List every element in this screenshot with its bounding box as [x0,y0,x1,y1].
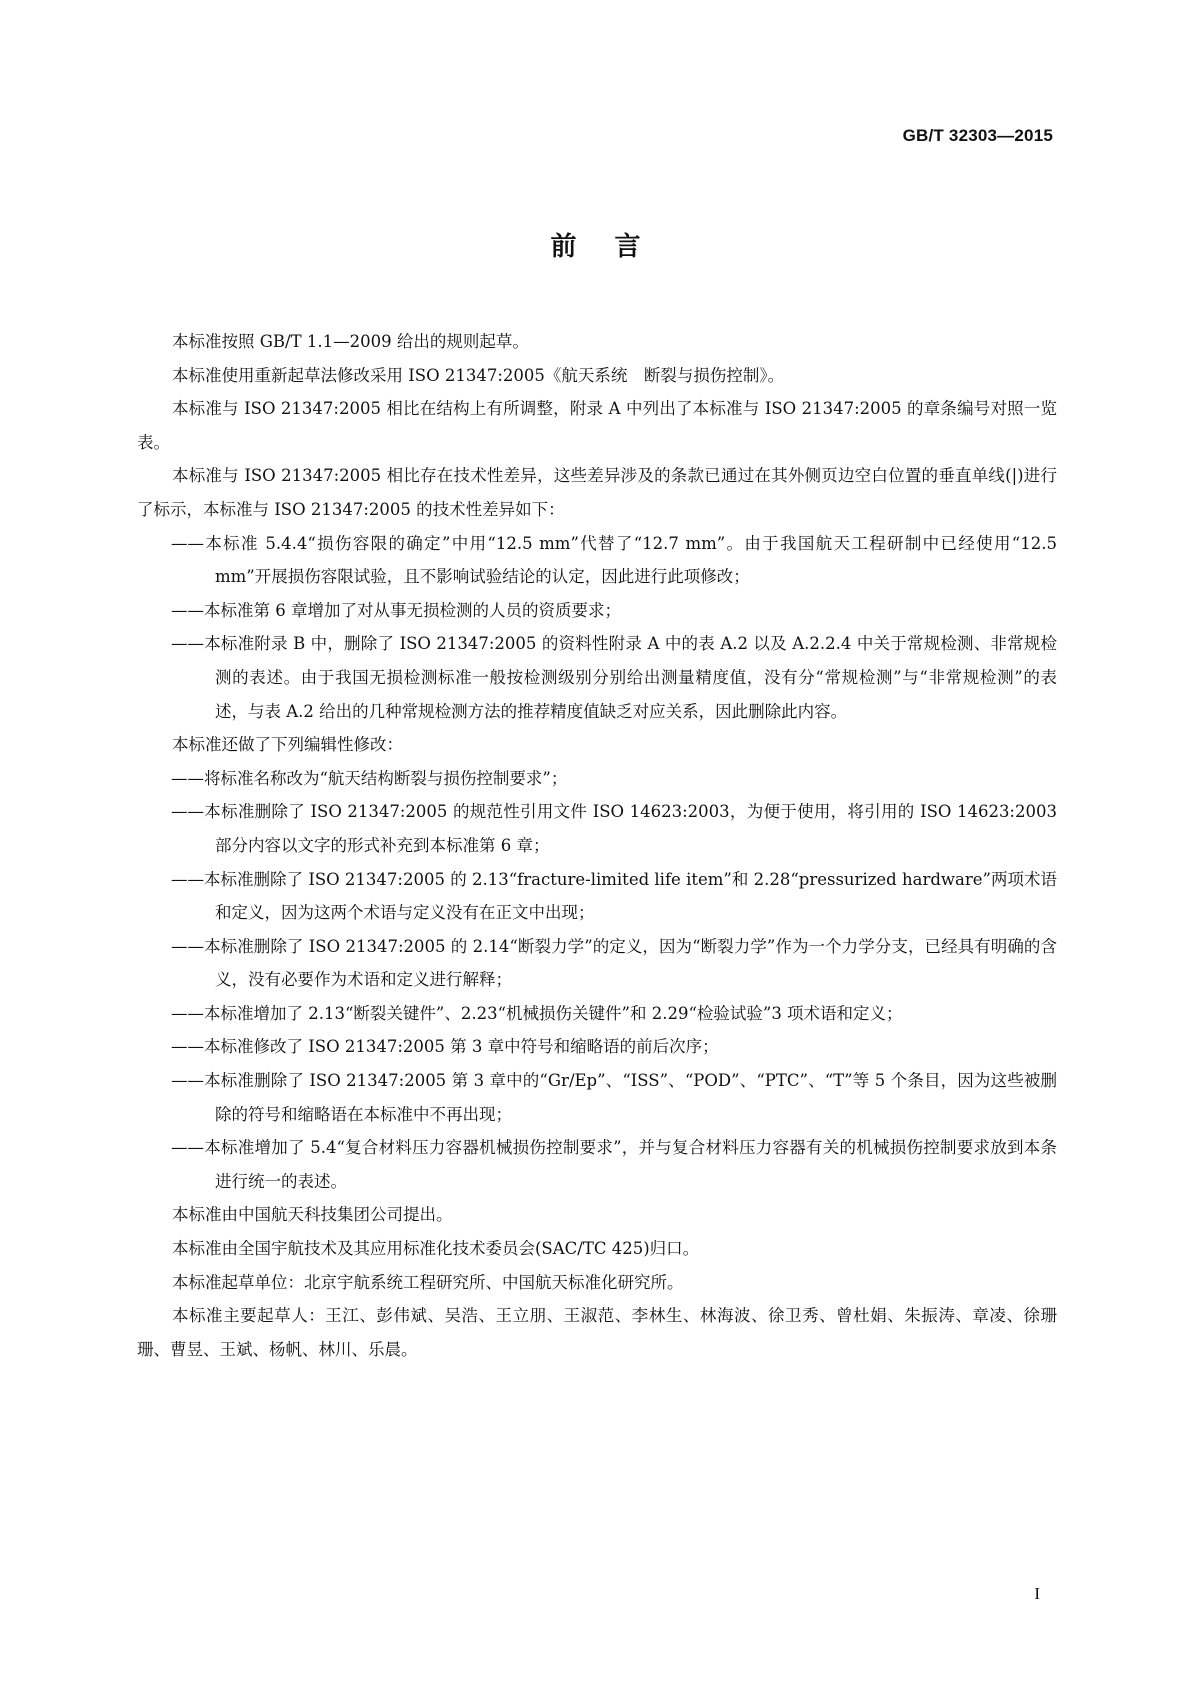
paragraph-centralized-by: 本标准由全国宇航技术及其应用标准化技术委员会(SAC/TC 425)归口。 [172,1239,700,1259]
list-item: ——将标准名称改为“航天结构断裂与损伤控制要求”； [171,768,568,788]
paragraph-drafting-rules: 本标准按照 GB/T 1.1—2009 给出的规则起草。 [172,332,529,351]
standard-number: GB/T 32303—2015 [902,126,1053,145]
foreword-body [137,325,1057,1366]
list-item: ——本标准删除了 ISO 21347:2005 的 2.14“断裂力学”的定义，因为“断裂力学”作为一个力学分支，已经具有明确的含义，没有必要作为术语和定义进行解释； [171,936,1057,990]
paragraph-drafters: 本标准主要起草人：王江、彭伟斌、吴浩、王立朋、王淑范、李林生、林海波、徐卫秀、曾杜娟、朱振涛、章凌、徐珊珊、曹昱、王斌、杨帆、林川、乐晨。 [137,1306,1057,1359]
list-item: ——本标准增加了 2.13“断裂关键件”、2.23“机械损伤关键件”和 2.29“检验试验”3 项术语和定义； [171,1003,903,1023]
paragraph-technical-differences: 本标准与 ISO 21347:2005 相比存在技术性差异，这些差异涉及的条款已通过在其外侧页边空白位置的垂直单线(|)进行了标示，本标准与 ISO 21347:2005 的技术性差异如下： [137,466,1057,519]
list-item: ——本标准第 6 章增加了对从事无损检测的人员的资质要求； [171,600,621,620]
list-item: ——本标准附录 B 中，删除了 ISO 21347:2005 的资料性附录 A 中的表 A.2 以及 A.2.2.4 中关于常规检测、非常规检测的表述。由于我国无损检测标准一般按检测级别分别给出测量精度值，没有分“常规检测”与“非常规检测”的表述，与表 A.2 给出的几种常规检测方法的推荐精度值缺乏对应关系，因此删除此内容。 [171,634,1057,721]
page-number: I [1034,1584,1040,1603]
list-item: ——本标准增加了 5.4“复合材料压力容器机械损伤控制要求”，并与复合材料压力容器有关的机械损伤控制要求放到本条进行统一的表述。 [171,1138,1057,1191]
paragraph-drafting-units: 本标准起草单位：北京宇航系统工程研究所、中国航天标准化研究所。 [172,1272,684,1292]
paragraph-proposer: 本标准由中国航天科技集团公司提出。 [172,1205,453,1225]
paragraph-editorial-changes: 本标准还做了下列编辑性修改： [172,735,403,755]
paragraph-adoption-method: 本标准使用重新起草法修改采用 ISO 21347:2005《航天系统 断裂与损伤控制》。 [172,365,785,385]
list-item: ——本标准删除了 ISO 21347:2005 第 3 章中的“Gr/Ep”、“ISS”、“POD”、“PTC”、“T”等 5 个条目，因为这些被删除的符号和缩略语在本标准中不再出现； [171,1071,1057,1124]
list-item: ——本标准修改了 ISO 21347:2005 第 3 章中符号和缩略语的前后次序； [171,1037,719,1057]
list-item: ——本标准删除了 ISO 21347:2005 的 2.13“fracture-limited life item”和 2.28“pressurized hardware”两项术语和定义，因为这两个术语与定义没有在正文中出现； [171,869,1057,923]
paragraph-structure-changes: 本标准与 ISO 21347:2005 相比在结构上有所调整，附录 A 中列出了本标准与 ISO 21347:2005 的章条编号对照一览表。 [137,399,1057,452]
page-title: 前言 [550,232,679,262]
list-item: ——本标准 5.4.4“损伤容限的确定”中用“12.5 mm”代替了“12.7 mm”。由于我国航天工程研制中已经使用“12.5 mm”开展损伤容限试验，且不影响试验结论的认定，因此进行此项修改； [171,533,1057,587]
list-item: ——本标准删除了 ISO 21347:2005 的规范性引用文件 ISO 14623:2003，为便于使用，将引用的 ISO 14623:2003 部分内容以文字的形式补充到本标准第 6 章； [171,802,1057,855]
